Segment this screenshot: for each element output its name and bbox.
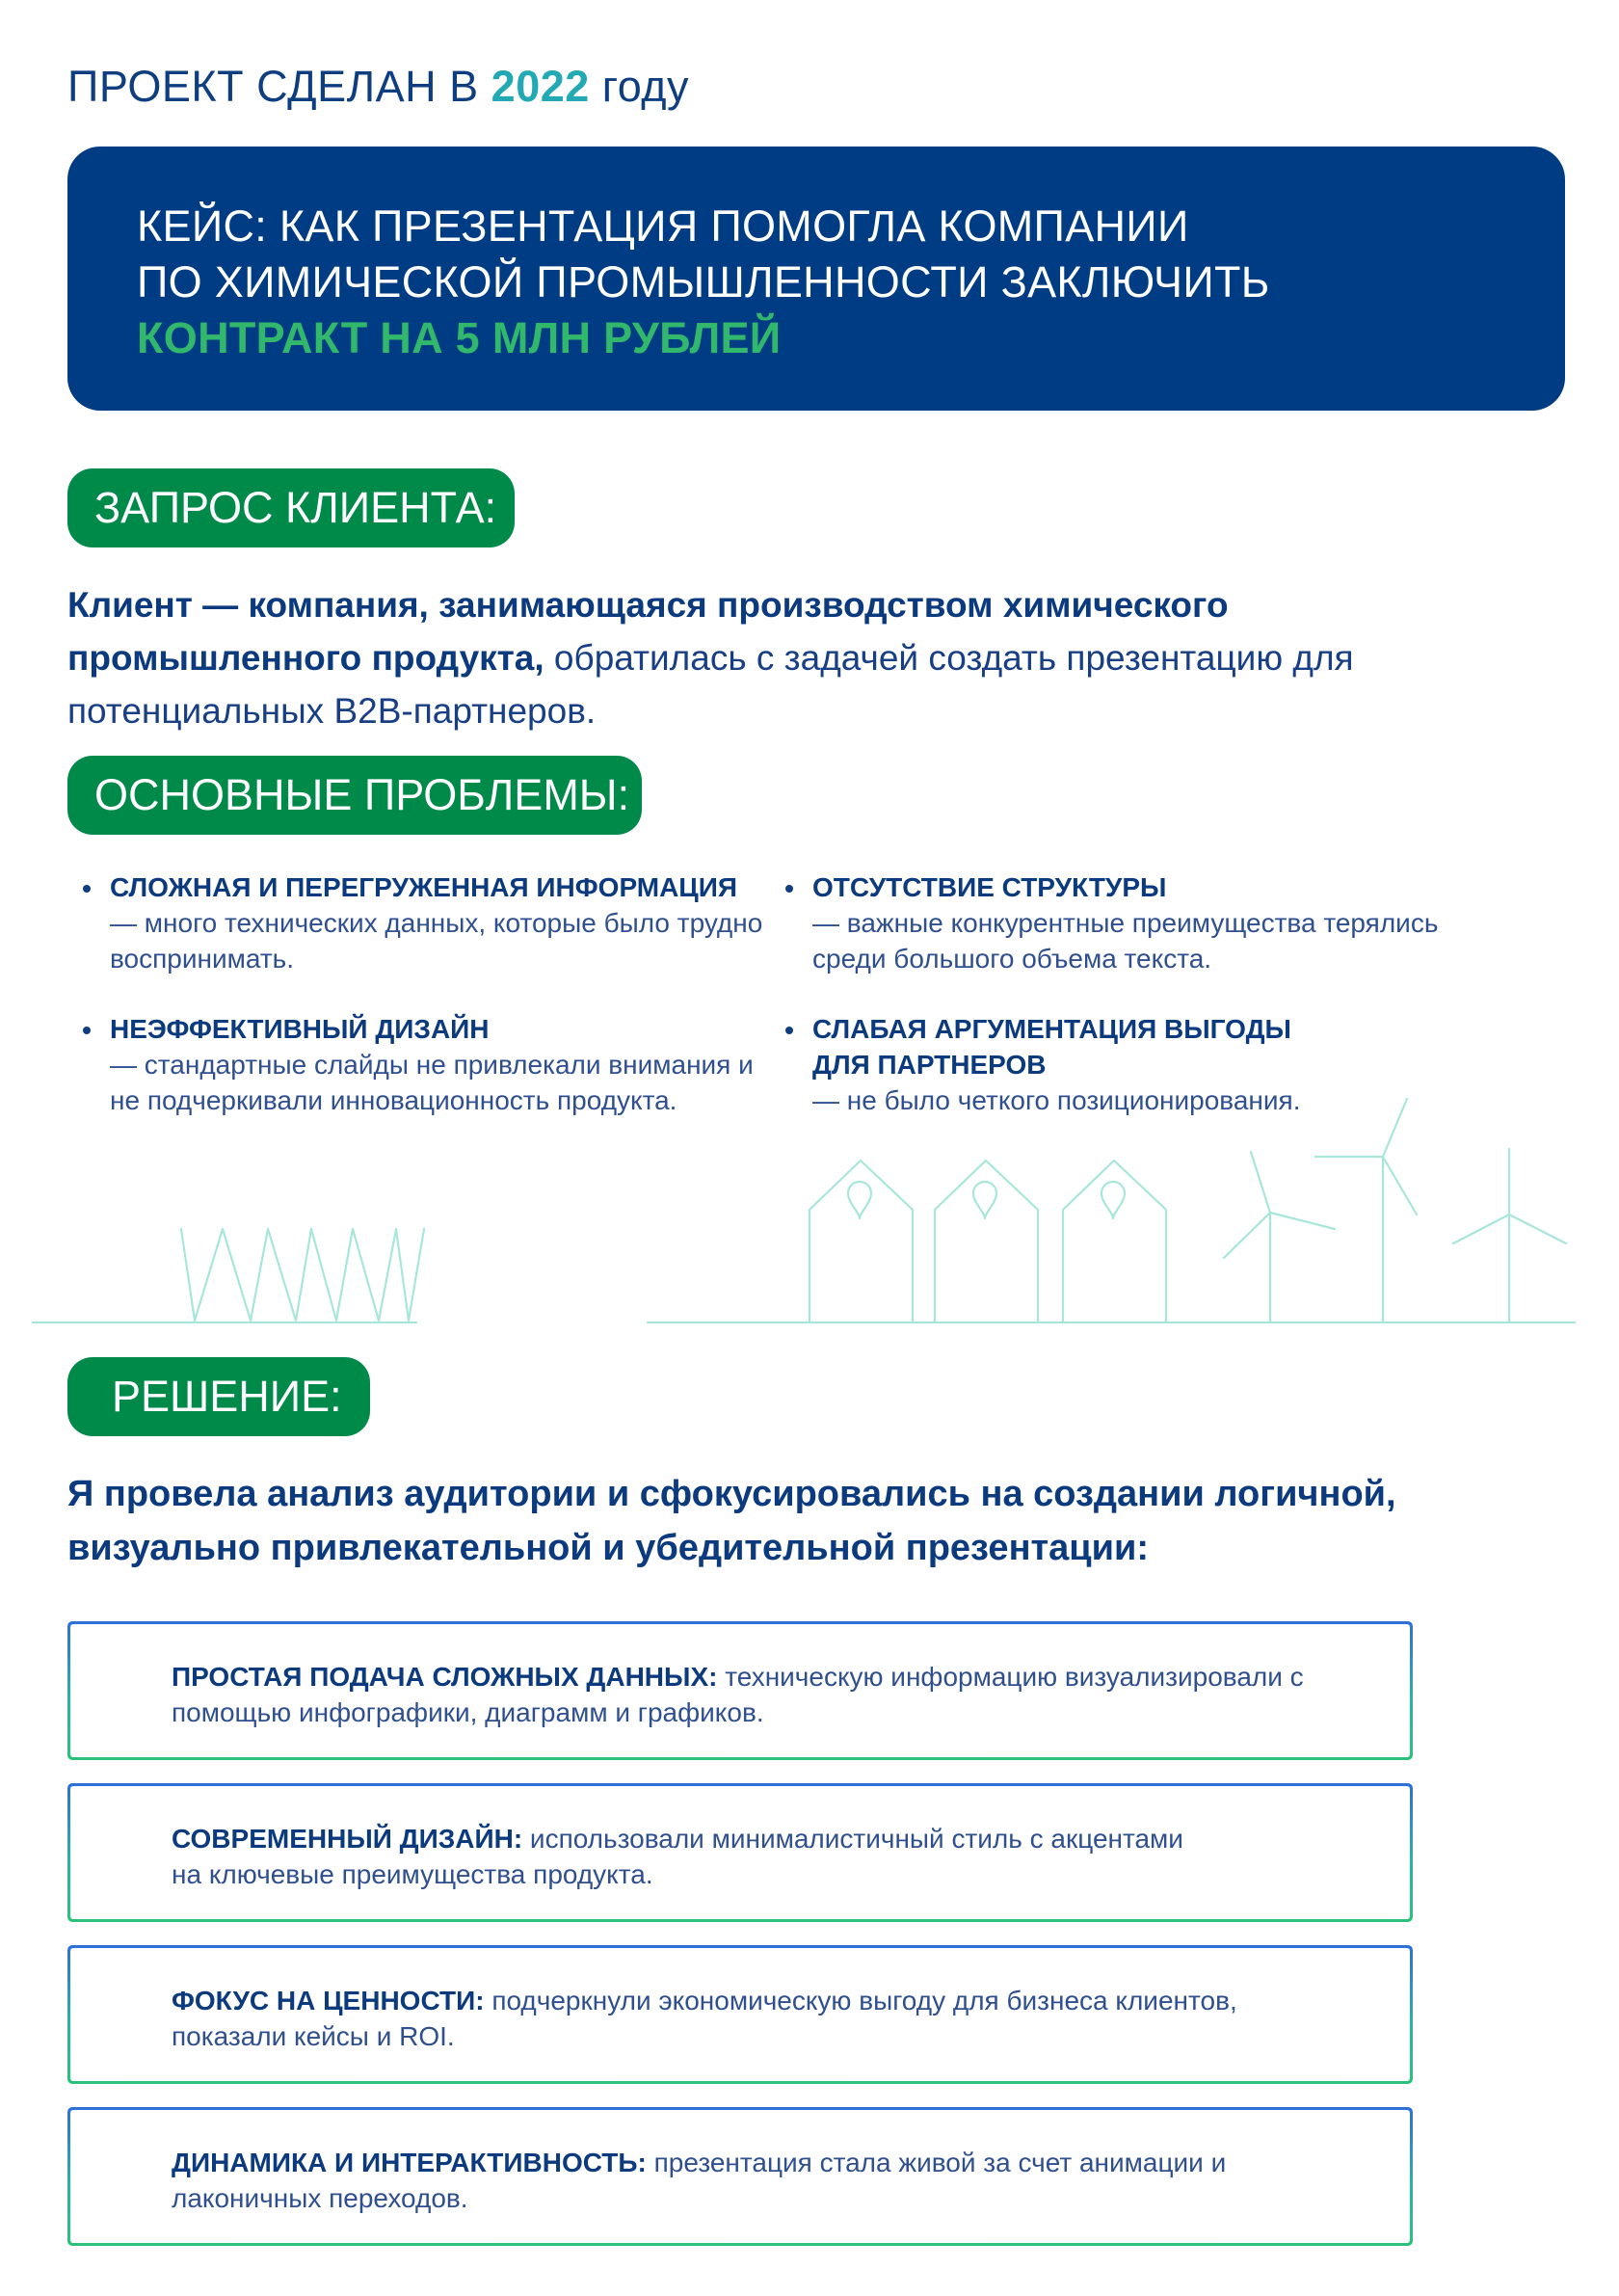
- solution-lead: Я провела анализ аудитории и сфокусировались на создании логичной, визуально привлекательной и убедительной презентации:: [67, 1474, 1396, 1568]
- solution-card-text: СОВРЕМЕННЫЙ ДИЗАЙН: использовали минималистичный стиль с акцентами на ключевые преимущества продукта.: [172, 1824, 1183, 1889]
- bullet-icon: [785, 885, 793, 893]
- solution-card: [67, 2107, 1413, 2246]
- bullet-icon: [83, 1027, 91, 1034]
- problem-item: НЕЭФФЕКТИВНЫЙ ДИЗАЙН — стандартные слайды не привлекали внимания и не подчеркивали инновационность продукта.: [110, 1011, 784, 1118]
- problem-item: СЛАБАЯ АРГУМЕНТАЦИЯ ВЫГОДЫ ДЛЯ ПАРТНЕРОВ — не было четкого позиционирования.: [812, 1011, 1314, 1118]
- building-icon: [810, 1161, 913, 1322]
- building-icon: [935, 1161, 1038, 1322]
- zigzag-decoration: [181, 1229, 424, 1321]
- problem-item: ОТСУТСТВИЕ СТРУКТУРЫ — важные конкурентные преимущества терялись среди большого объема текста.: [812, 869, 1487, 976]
- bullet-icon: [785, 1027, 793, 1034]
- contract-accent: КОНТРАКТ НА 5 МЛН РУБЛЕЙ: [137, 313, 782, 362]
- solution-card: [67, 1945, 1413, 2084]
- solution-card-text: ФОКУС НА ЦЕННОСТИ: подчеркнули экономическую выгоду для бизнеса клиентов, показали кейсы и ROI.: [172, 1986, 1237, 2051]
- case-title: КЕЙС: КАК ПРЕЗЕНТАЦИЯ ПОМОГЛА КОМПАНИИ ПО ХИМИЧЕСКОЙ ПРОМЫШЛЕННОСТИ ЗАКЛЮЧИТЬ КОНТРАКТ НА 5 МЛН РУБЛЕЙ: [137, 199, 1270, 366]
- solution-card: [67, 1621, 1413, 1760]
- client-request-text: Клиент — компания, занимающаяся производством химического промышленного продукта, обратилась с задачей создать презентацию для потенциальных B2B-партнеров.: [67, 585, 1354, 731]
- project-year: 2022: [491, 62, 590, 111]
- main-problems-heading: ОСНОВНЫЕ ПРОБЛЕМЫ:: [67, 756, 642, 835]
- client-request-heading: ЗАПРОС КЛИЕНТА:: [67, 468, 515, 547]
- project-year-line: ПРОЕКТ СДЕЛАН В 2022 году: [67, 62, 690, 111]
- building-icon: [1063, 1161, 1166, 1322]
- wind-turbine-icon: [1453, 1149, 1566, 1322]
- solution-card-text: ДИНАМИКА И ИНТЕРАКТИВНОСТЬ: презентация стала живой за счет анимации и лаконичных переходов.: [172, 2148, 1227, 2213]
- case-title-banner: [67, 147, 1565, 411]
- industrial-line-illustration: [0, 1080, 1619, 1340]
- bullet-icon: [83, 885, 91, 893]
- wind-turbine-icon: [1315, 1099, 1417, 1322]
- solution-heading: РЕШЕНИЕ:: [67, 1357, 370, 1436]
- wind-turbine-icon: [1224, 1152, 1335, 1322]
- solution-card-text: ПРОСТАЯ ПОДАЧА СЛОЖНЫХ ДАННЫХ: техническую информацию визуализировали с помощью инфографики, диаграмм и графиков.: [172, 1662, 1304, 1727]
- problem-item: СЛОЖНАЯ И ПЕРЕГРУЖЕННАЯ ИНФОРМАЦИЯ — много технических данных, которые было трудно воспринимать.: [110, 869, 784, 976]
- solution-card: [67, 1783, 1413, 1922]
